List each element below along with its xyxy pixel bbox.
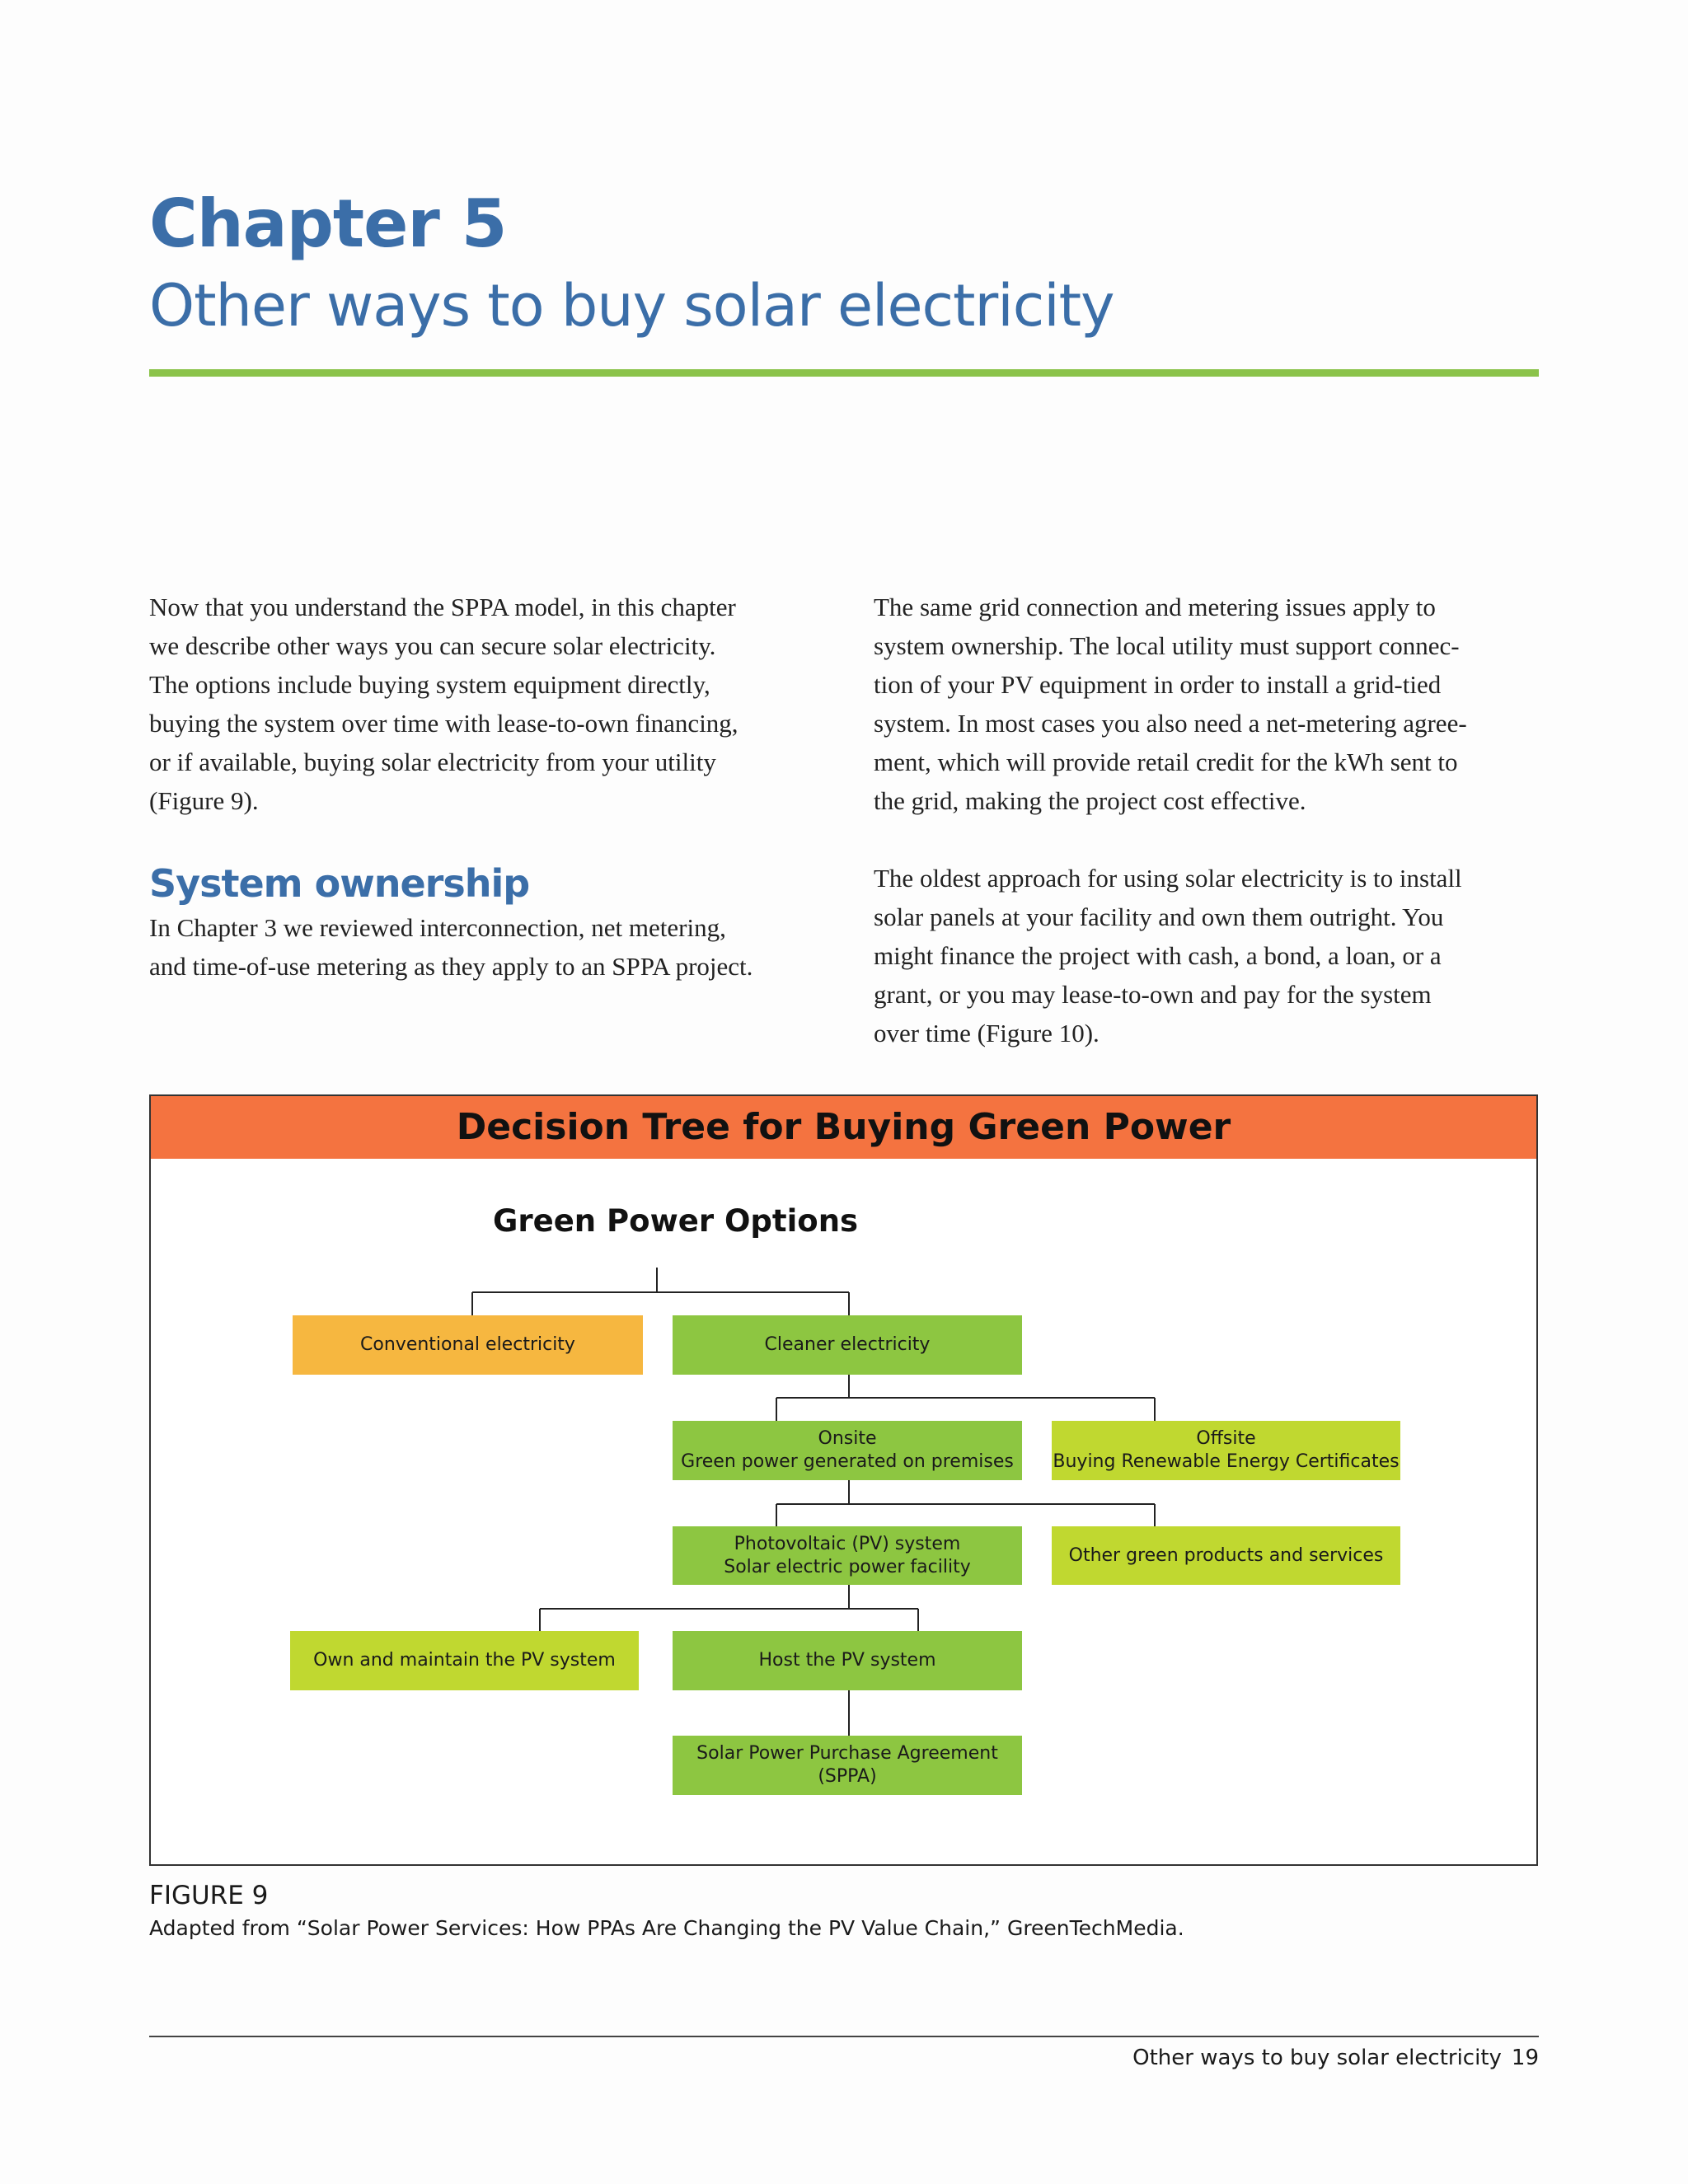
chapter-label: Chapter 5 [149, 185, 507, 262]
node-label: Cleaner electricity [764, 1334, 931, 1355]
node-cleaner-electricity [673, 1315, 1022, 1375]
page-number: 19 [1511, 2046, 1539, 2070]
node-sublabel: (SPPA) [818, 1766, 877, 1787]
text-line: tion of your PV equipment in order to install a grid-tied [874, 670, 1442, 699]
text-line: ment, which will provide retail credit for the kWh sent to [874, 748, 1458, 776]
text-line: system ownership. The local utility must support connec- [874, 631, 1460, 660]
node-onsite [673, 1421, 1022, 1480]
footer-title: Other ways to buy solar electricity [1132, 2046, 1502, 2070]
text-line: or if available, buying solar electricity from your utility [149, 748, 716, 776]
node-conventional-electricity [293, 1315, 643, 1375]
text-line: (Figure 9). [149, 786, 259, 815]
node-sppa [673, 1736, 1022, 1795]
section-paragraph [149, 908, 825, 986]
title-divider [149, 369, 1539, 377]
node-label: Conventional electricity [360, 1334, 575, 1355]
text-line: solar panels at your facility and own them outright. You [874, 902, 1444, 931]
node-own-and-maintain [290, 1631, 639, 1690]
text-line: The same grid connection and metering issues apply to [874, 593, 1436, 621]
node-sublabel: Solar electric power facility [724, 1556, 971, 1577]
node-host-pv-system [673, 1631, 1022, 1690]
text-line: grant, or you may lease-to-own and pay for the system [874, 980, 1432, 1009]
text-line: might finance the project with cash, a bond, a loan, or a [874, 941, 1442, 970]
footer-divider [149, 2036, 1539, 2037]
text-line: Now that you understand the SPPA model, in this chapter [149, 593, 736, 621]
text-line: The oldest approach for using solar electricity is to install [874, 864, 1462, 893]
figure-banner-title: Decision Tree for Buying Green Power [151, 1096, 1536, 1159]
node-sublabel: Green power generated on premises [681, 1451, 1014, 1472]
node-label: Onsite [818, 1428, 877, 1449]
node-pv-system [673, 1526, 1022, 1585]
node-sublabel: Buying Renewable Energy Certificates [1053, 1451, 1400, 1472]
text-line: buying the system over time with lease-to-own financing, [149, 709, 738, 738]
page-footer [1132, 2046, 1539, 2070]
node-other-green-products [1052, 1526, 1400, 1585]
node-label: Solar Power Purchase Agreement [696, 1743, 998, 1764]
text-line: over time (Figure 10). [874, 1019, 1100, 1047]
text-line: we describe other ways you can secure solar electricity. [149, 631, 716, 660]
text-line: and time-of-use metering as they apply to an SPPA project. [149, 952, 753, 981]
node-label: Other green products and services [1068, 1544, 1384, 1566]
right-column [874, 588, 1541, 1091]
text-line: the grid, making the project cost effective. [874, 786, 1306, 815]
figure-caption: Adapted from “Solar Power Services: How PPAs Are Changing the PV Value Chain,” GreenTechMedia. [149, 1916, 1184, 1940]
tree-root-label: Green Power Options [493, 1203, 859, 1239]
node-label: Own and maintain the PV system [313, 1650, 616, 1671]
intro-paragraph [149, 588, 825, 820]
node-offsite [1052, 1421, 1400, 1480]
node-label: Host the PV system [758, 1650, 936, 1671]
chapter-title: Other ways to buy solar electricity [149, 272, 1114, 340]
text-line: system. In most cases you also need a net-metering agree- [874, 709, 1467, 738]
text-line: In Chapter 3 we reviewed interconnection, net metering, [149, 913, 726, 942]
grid-connection-paragraph [874, 588, 1541, 820]
text-line: The options include buying system equipment directly, [149, 670, 710, 699]
node-label: Photovoltaic (PV) system [734, 1533, 961, 1554]
left-column [149, 588, 825, 1024]
section-heading: System ownership [149, 861, 530, 906]
figure-label: FIGURE 9 [149, 1881, 269, 1910]
ownership-paragraph [874, 859, 1541, 1052]
node-label: Offsite [1196, 1428, 1256, 1449]
